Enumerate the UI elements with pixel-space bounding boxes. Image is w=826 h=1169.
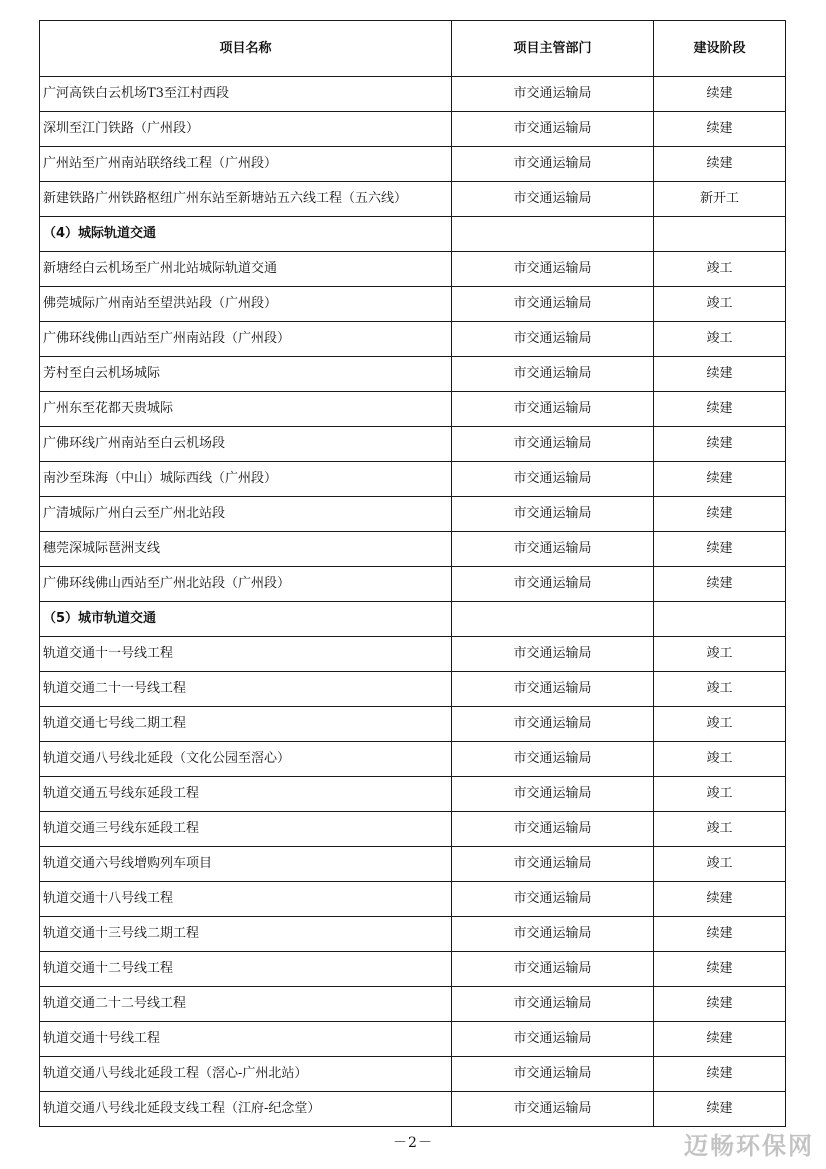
table-row bbox=[40, 357, 786, 392]
project-name-cell: 穗莞深城际琶洲支线 bbox=[40, 532, 452, 567]
stage-cell: 竣工 bbox=[654, 322, 786, 357]
stage-cell: 续建 bbox=[654, 1092, 786, 1127]
table-row bbox=[40, 1057, 786, 1092]
table-row bbox=[40, 777, 786, 812]
empty-cell bbox=[452, 217, 654, 252]
table-row bbox=[40, 882, 786, 917]
department-cell: 市交通运输局 bbox=[452, 707, 654, 742]
table-row bbox=[40, 427, 786, 462]
section-row bbox=[40, 217, 786, 252]
department-cell: 市交通运输局 bbox=[452, 1022, 654, 1057]
project-name-cell: 轨道交通二十一号线工程 bbox=[40, 672, 452, 707]
table-row bbox=[40, 672, 786, 707]
department-cell: 市交通运输局 bbox=[452, 567, 654, 602]
project-name-cell: 深圳至江门铁路（广州段） bbox=[40, 112, 452, 147]
project-name-cell: 轨道交通十号线工程 bbox=[40, 1022, 452, 1057]
page-number: －2－ bbox=[393, 1135, 433, 1151]
table-row bbox=[40, 917, 786, 952]
watermark: 迈畅环保网 bbox=[684, 1132, 814, 1160]
table-row bbox=[40, 532, 786, 567]
department-cell: 市交通运输局 bbox=[452, 357, 654, 392]
project-name-cell: 轨道交通二十二号线工程 bbox=[40, 987, 452, 1022]
project-name-cell: 芳村至白云机场城际 bbox=[40, 357, 452, 392]
table-row bbox=[40, 987, 786, 1022]
department-cell: 市交通运输局 bbox=[452, 112, 654, 147]
department-cell: 市交通运输局 bbox=[452, 462, 654, 497]
department-cell: 市交通运输局 bbox=[452, 322, 654, 357]
project-name-cell: 广州站至广州南站联络线工程（广州段） bbox=[40, 147, 452, 182]
table-row bbox=[40, 1022, 786, 1057]
stage-cell: 续建 bbox=[654, 497, 786, 532]
stage-cell: 竣工 bbox=[654, 637, 786, 672]
project-name-cell: 佛莞城际广州南站至望洪站段（广州段） bbox=[40, 287, 452, 322]
department-cell: 市交通运输局 bbox=[452, 672, 654, 707]
stage-cell: 续建 bbox=[654, 917, 786, 952]
table-row bbox=[40, 952, 786, 987]
empty-cell bbox=[452, 602, 654, 637]
project-name-cell: 广河高铁白云机场T3至江村西段 bbox=[40, 77, 452, 112]
project-name-cell: 轨道交通十一号线工程 bbox=[40, 637, 452, 672]
department-cell: 市交通运输局 bbox=[452, 497, 654, 532]
stage-cell: 续建 bbox=[654, 427, 786, 462]
department-cell: 市交通运输局 bbox=[452, 392, 654, 427]
table-row bbox=[40, 287, 786, 322]
table-header-row bbox=[40, 21, 786, 77]
department-cell: 市交通运输局 bbox=[452, 532, 654, 567]
department-cell: 市交通运输局 bbox=[452, 742, 654, 777]
department-cell: 市交通运输局 bbox=[452, 987, 654, 1022]
department-cell: 市交通运输局 bbox=[452, 1092, 654, 1127]
project-name-cell: 广州东至花都天贵城际 bbox=[40, 392, 452, 427]
project-name-cell: 轨道交通十三号线二期工程 bbox=[40, 917, 452, 952]
project-name-cell: 广佛环线佛山西站至广州南站段（广州段） bbox=[40, 322, 452, 357]
department-cell: 市交通运输局 bbox=[452, 77, 654, 112]
project-name-cell: 轨道交通六号线增购列车项目 bbox=[40, 847, 452, 882]
stage-cell: 续建 bbox=[654, 112, 786, 147]
stage-cell: 新开工 bbox=[654, 182, 786, 217]
department-cell: 市交通运输局 bbox=[452, 147, 654, 182]
department-cell: 市交通运输局 bbox=[452, 182, 654, 217]
empty-cell bbox=[654, 602, 786, 637]
department-cell: 市交通运输局 bbox=[452, 777, 654, 812]
department-cell: 市交通运输局 bbox=[452, 812, 654, 847]
stage-cell: 竣工 bbox=[654, 672, 786, 707]
stage-cell: 竣工 bbox=[654, 812, 786, 847]
table-row bbox=[40, 392, 786, 427]
stage-cell: 续建 bbox=[654, 77, 786, 112]
department-cell: 市交通运输局 bbox=[452, 427, 654, 462]
department-cell: 市交通运输局 bbox=[452, 847, 654, 882]
table-row bbox=[40, 322, 786, 357]
project-name-cell: 轨道交通八号线北延段工程（滘心-广州北站） bbox=[40, 1057, 452, 1092]
stage-cell: 续建 bbox=[654, 392, 786, 427]
stage-cell: 续建 bbox=[654, 462, 786, 497]
project-name-cell: 轨道交通五号线东延段工程 bbox=[40, 777, 452, 812]
stage-cell: 竣工 bbox=[654, 742, 786, 777]
project-name-cell: 轨道交通八号线北延段支线工程（江府-纪念堂） bbox=[40, 1092, 452, 1127]
stage-cell: 续建 bbox=[654, 952, 786, 987]
project-name-cell: 新建铁路广州铁路枢纽广州东站至新塘站五六线工程（五六线） bbox=[40, 182, 452, 217]
stage-cell: 竣工 bbox=[654, 777, 786, 812]
stage-cell: 竣工 bbox=[654, 847, 786, 882]
stage-cell: 续建 bbox=[654, 357, 786, 392]
department-cell: 市交通运输局 bbox=[452, 252, 654, 287]
table-body bbox=[40, 77, 786, 1127]
table-row bbox=[40, 462, 786, 497]
stage-cell: 竣工 bbox=[654, 707, 786, 742]
stage-cell: 竣工 bbox=[654, 252, 786, 287]
project-name-cell: 南沙至珠海（中山）城际西线（广州段） bbox=[40, 462, 452, 497]
table-row bbox=[40, 182, 786, 217]
stage-cell: 续建 bbox=[654, 882, 786, 917]
table-row bbox=[40, 812, 786, 847]
project-name-cell: 轨道交通十八号线工程 bbox=[40, 882, 452, 917]
project-name-cell: 轨道交通八号线北延段（文化公园至滘心） bbox=[40, 742, 452, 777]
project-name-cell: 轨道交通三号线东延段工程 bbox=[40, 812, 452, 847]
project-name-cell: 新塘经白云机场至广州北站城际轨道交通 bbox=[40, 252, 452, 287]
stage-cell: 续建 bbox=[654, 147, 786, 182]
stage-cell: 续建 bbox=[654, 1022, 786, 1057]
empty-cell bbox=[654, 217, 786, 252]
table-row bbox=[40, 707, 786, 742]
stage-cell: 续建 bbox=[654, 1057, 786, 1092]
department-cell: 市交通运输局 bbox=[452, 952, 654, 987]
project-name-cell: 轨道交通七号线二期工程 bbox=[40, 707, 452, 742]
project-name-cell: 广佛环线广州南站至白云机场段 bbox=[40, 427, 452, 462]
header-department: 项目主管部门 bbox=[452, 21, 654, 77]
table-row bbox=[40, 742, 786, 777]
table-row bbox=[40, 497, 786, 532]
department-cell: 市交通运输局 bbox=[452, 1057, 654, 1092]
header-stage: 建设阶段 bbox=[654, 21, 786, 77]
table-row bbox=[40, 1092, 786, 1127]
stage-cell: 续建 bbox=[654, 987, 786, 1022]
table-row bbox=[40, 567, 786, 602]
header-project-name: 项目名称 bbox=[40, 21, 452, 77]
section-row bbox=[40, 602, 786, 637]
table-row bbox=[40, 252, 786, 287]
stage-cell: 竣工 bbox=[654, 287, 786, 322]
stage-cell: 续建 bbox=[654, 567, 786, 602]
project-table bbox=[39, 20, 786, 1127]
department-cell: 市交通运输局 bbox=[452, 882, 654, 917]
project-name-cell: 广佛环线佛山西站至广州北站段（广州段） bbox=[40, 567, 452, 602]
project-name-cell: 轨道交通十二号线工程 bbox=[40, 952, 452, 987]
project-name-cell: 广清城际广州白云至广州北站段 bbox=[40, 497, 452, 532]
table-row bbox=[40, 147, 786, 182]
department-cell: 市交通运输局 bbox=[452, 637, 654, 672]
department-cell: 市交通运输局 bbox=[452, 287, 654, 322]
section-title: （4）城际轨道交通 bbox=[40, 217, 452, 252]
table-row bbox=[40, 112, 786, 147]
table-row bbox=[40, 637, 786, 672]
table-row bbox=[40, 77, 786, 112]
section-title: （5）城市轨道交通 bbox=[40, 602, 452, 637]
stage-cell: 续建 bbox=[654, 532, 786, 567]
table-row bbox=[40, 847, 786, 882]
department-cell: 市交通运输局 bbox=[452, 917, 654, 952]
